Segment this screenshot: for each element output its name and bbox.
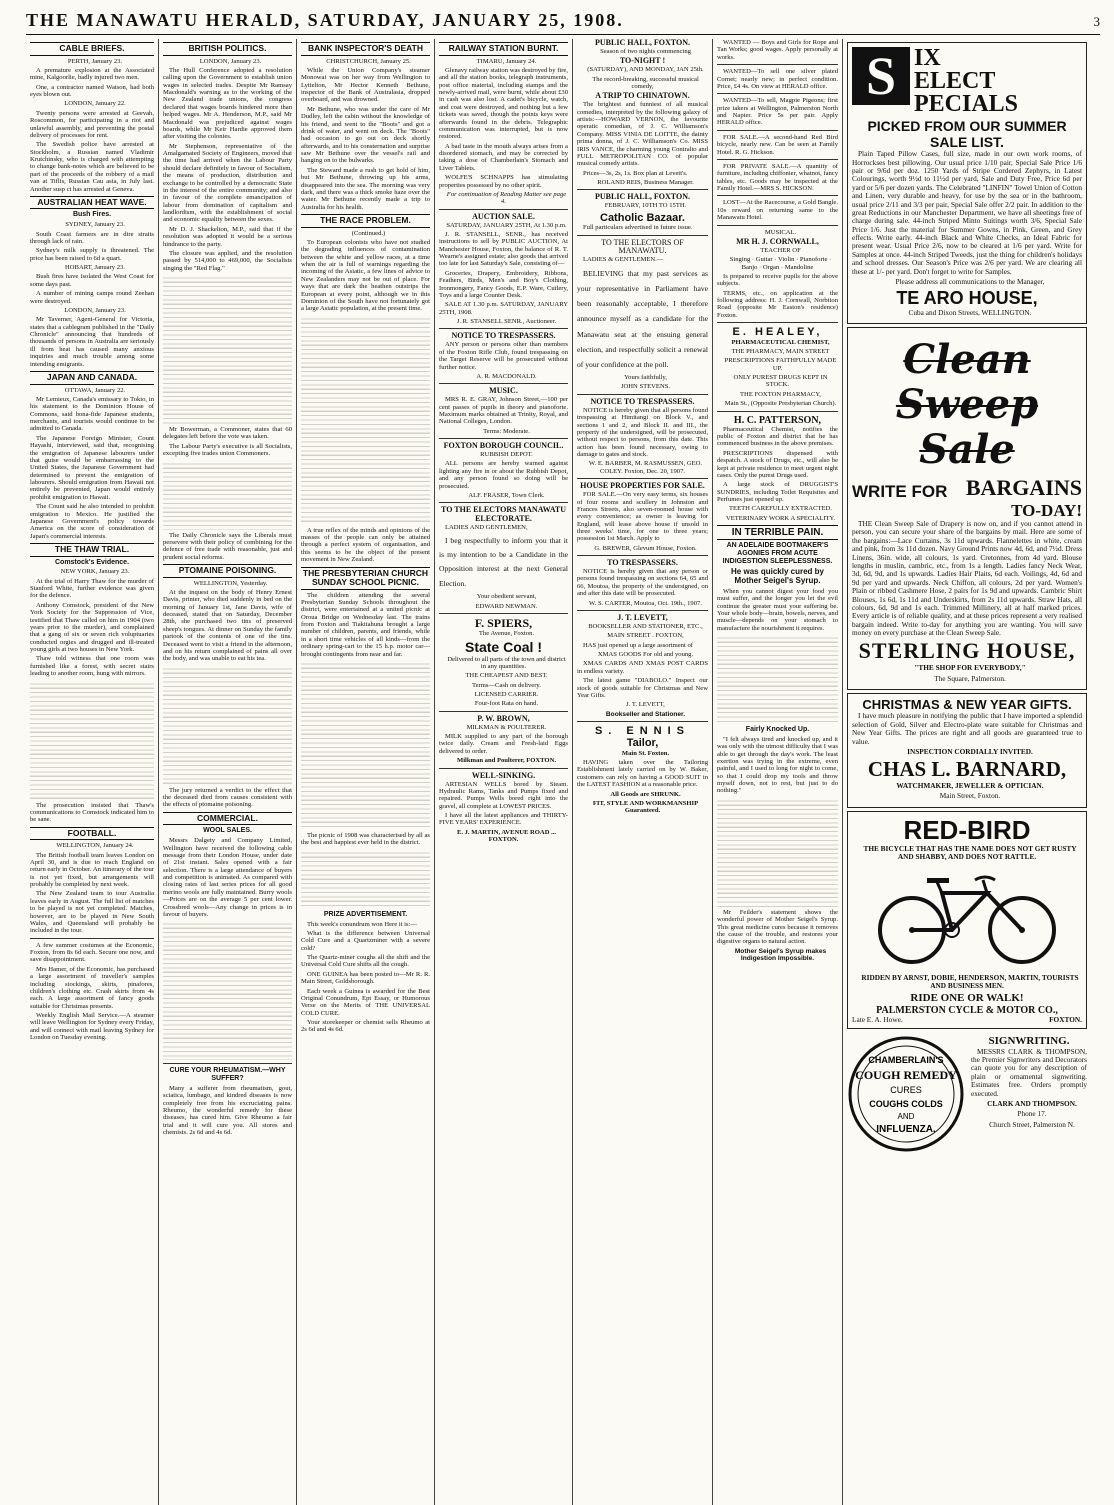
article-paragraph: The picnic of 1908 was characterised by all as the best and happiest ever held in the district. bbox=[301, 831, 430, 847]
tailor-heading: Tailor, bbox=[626, 737, 659, 750]
ad-signature: W. S. CARTER, Moutoa, Oct. 19th., 1907. bbox=[589, 599, 702, 607]
divider bbox=[717, 64, 838, 65]
article-paragraph: Weekly English Mail Service.—A steamer will leave Wellington for Sydney every Friday, and will connect with mail leaving Sydney for London on Tuesday evening. bbox=[30, 1012, 154, 1042]
divider bbox=[717, 93, 838, 94]
continued-text-block bbox=[30, 680, 154, 800]
ad-paragraph: When you cannot digest your food you must suffer, and the longer you let the evil continue the greater must your suffering be. Your whole body—brain, bowels, nerves, and muscle—depends on your stomach to manufacture the nourishment it requires. bbox=[717, 587, 838, 632]
ad-signature: EDWARD NEWMAN. bbox=[475, 602, 538, 610]
ad-paragraph: PRESCRIPTIONS dispensed with despatch. A stock of Drugs, etc., will also be kept at private residence to meet urgent night cases. Only the purest Drugs used. bbox=[717, 449, 838, 479]
ad-paragraph: Is prepared to receive pupils for the above subjects. bbox=[717, 272, 838, 288]
article-paragraph: Mr Taverner, Agent-General for Victoria, states that a cablegram published in the "Daily Chronicle" announcing that hundreds of thousands of persons in Australia are seriously ill from heat has caused many anxious inquiries and much trouble among some intending emigrants. bbox=[30, 316, 154, 368]
article-paragraph: What is the difference between Universal Cold Cure and a Quartzminer with a severe cold? bbox=[301, 929, 430, 952]
ad-paragraph: ALL persons are hereby warned against lighting any fire in or about the Rubbish Depot, and any person found so doing will be prosecuted. bbox=[439, 460, 568, 490]
ptomaine-heading: PTOMAINE POISONING. bbox=[163, 564, 292, 578]
ennis-heading: S. ENNIS bbox=[594, 725, 691, 738]
ad-paragraph: LADIES AND GENTLEMEN, bbox=[445, 524, 528, 532]
cough-text-3: CURES bbox=[890, 1085, 922, 1096]
dateline: WELLINGTON, Yesterday. bbox=[193, 579, 268, 587]
cough-text-1: CHAMBERLAIN'S bbox=[868, 1055, 944, 1066]
sign-phone: Phone 17. bbox=[1017, 1109, 1047, 1119]
te-aro-address: Cuba and Dixon Streets, WELLINGTON. bbox=[908, 307, 1032, 317]
levett-address: MAIN STREET . FOXTON, bbox=[607, 632, 684, 640]
catholic-bazaar-heading: Catholic Bazaar. bbox=[600, 211, 685, 224]
divider bbox=[577, 235, 708, 236]
musical-heading: MUSICAL. bbox=[764, 228, 797, 236]
article-paragraph: Twenty persons were arrested at Geevah, Roscommon, for participating in a riot and unlawful assembly, and preventing the postal delivery of processes for rent. bbox=[30, 109, 154, 139]
dateline: CHRISTCHURCH, January 25. bbox=[326, 57, 411, 65]
subjects-list: Singing · Guitar · Violin · Pianoforte · Banjo · Organ · Mandoline bbox=[729, 256, 832, 271]
column-3 bbox=[297, 39, 435, 1505]
ad-signature: JOHN STEVENS. bbox=[620, 383, 671, 391]
six-select-specials-ad bbox=[847, 42, 1087, 324]
article-paragraph: The children attending the several Presbyterian Sunday Schools throughout the district, were entertained at a united picnic at Oroua Bridge on Wednesday last. The trains from Foxton and Tiakitahuna brought a large number of children, parents, and friends, while in a short time vehicles of all kinds—from the ordinary spring-cart to the 15 h.p. motor car—brought contingents from near and far. bbox=[301, 591, 430, 658]
page-number: 3 bbox=[1093, 14, 1100, 29]
column-6 bbox=[713, 39, 843, 1505]
cough-remedy-logo bbox=[847, 1035, 965, 1153]
divider bbox=[577, 721, 708, 722]
ride-one-line: RIDE ONE OR WALK! bbox=[910, 992, 1024, 1005]
classified-ad: FOR SALE.—A second-hand Red Bird bicycle, nearly new. Can be seen at Family Hotel. R. G. Hickson. bbox=[717, 133, 838, 156]
ad-paragraph: THE Clean Sweep Sale of Drapery is now on, and if you cannot attend in person, you can secure your share of the bargains by mail. Here are some of the bargains:—Lace Curtains, 3s 11d upwards. Flannelettes in white, cream and pink, from 3s 11d dozen. Navy Ground Prints now 4d, 6d, and 7½d. Dress Linens, 36in. wide, all colours, 1s yard. Cretonnes, from 4d yard. Blouse lengths in muslin, cambric, etc., from 1s a length. Ladies fancy Neck Wear, 3d, 6d, 9d, and 1s upwards. Ladies Hair Plaits, 6d each. Voilings, 4d, 6d and 9d per yard and upwards. Neck Chiffon, all colours, 2d per yard. Women's Plain or ribbed Cashmere Hose, 2 pairs for 1s 9d and upwards. Cambric Shirt Blouses, 1s 6d, 1s 11d and Underskirts, from 2s 11d upwards. Straw Hats, all colours, 6d, 9d and 1s each. Trimmed Millinery, all at half marked prices. Every article is of reliable quality, and at these prices represent a very realised bargain indeed. Write to-day for anything you are wanting. You will save money on every purchase at the Clean Sweep Sale. bbox=[852, 519, 1082, 638]
barnard-address: Main Street, Foxton. bbox=[939, 791, 1001, 801]
bank-inspector-heading: BANK INSPECTOR'S DEATH bbox=[301, 42, 430, 56]
sterling-tagline: "THE SHOP FOR EVERYBODY," bbox=[914, 663, 1026, 673]
palmerston-cycle-heading: PALMERSTON CYCLE & MOTOR CO., bbox=[876, 1004, 1058, 1016]
article-paragraph: The Japanese Foreign Minister, Count Hayashi, interviewed, said that, recognising the emigration of Japanese labourers under that guise would be embarrassing to the United States, the Japanese Government had determined to prevent the emigration of labourers. Should emigration from Hawaii not entirely be prevented, Japan would entirely prohibit emigration to Hawaii. bbox=[30, 434, 154, 501]
divider bbox=[163, 1063, 292, 1064]
continued-note: (Continued.) bbox=[351, 229, 386, 237]
ad-paragraph: Prices—3s, 2s, 1s. Box plan at Levett's. bbox=[583, 169, 688, 177]
divider bbox=[577, 189, 708, 190]
football-heading: FOOTBALL. bbox=[30, 827, 154, 841]
spiers-heading: F. SPIERS, bbox=[474, 616, 533, 631]
ad-paragraph: Full particulars advertised in future issue. bbox=[583, 224, 693, 232]
rheumo-heading: CURE YOUR RHEUMATISM.—WHY SUFFER? bbox=[169, 1067, 286, 1083]
divider bbox=[439, 438, 568, 439]
healey-subheading: PHARMACEUTICAL CHEMIST, bbox=[731, 338, 830, 346]
te-aro-house-heading: TE ARO HOUSE, bbox=[896, 288, 1038, 309]
ad-paragraph: The latest game "DIABOLO." Inspect our stock of goods suitable for Christmas and New Year Gifts. bbox=[577, 677, 708, 699]
teacher-of: TEACHER OF bbox=[760, 246, 801, 254]
article-paragraph: One, a contractor named Watson, had both eyes blown out. bbox=[30, 83, 154, 99]
ad-paragraph: The record-breaking, successful musical comedy, bbox=[592, 75, 699, 91]
dateline: TIMARU, January 24. bbox=[476, 57, 537, 65]
article-paragraph: The British football team leaves London on April 30, and is due to reach England on return early in October. An itinerary of the tour is not yet fixed, but arrangements will probably be completed by next week. bbox=[30, 851, 154, 889]
initial-s-logo: S bbox=[852, 47, 910, 105]
dateline: LONDON, January 23. bbox=[64, 306, 126, 314]
article-paragraph: The Daily Chronicle says the Liberals must persevere with their policy of combining for the defence of free trade with reasonable, just and prudent social reforms. bbox=[163, 531, 292, 561]
bicycle-icon bbox=[867, 868, 1067, 968]
article-paragraph: WOLFE'S SCHNAPPS has stimulating properties possessed by no other spirit. bbox=[439, 174, 568, 189]
barnard-heading: CHAS L. BARNARD, bbox=[867, 757, 1067, 782]
continued-text-block bbox=[301, 849, 430, 909]
ad-paragraph: Main St., (Opposite Presbyterian Church). bbox=[724, 400, 837, 408]
ad-paragraph: A large stock of DRUGGIST'S SUNDRIES, including Toilet Requisites and Perfumes just opened up. bbox=[717, 481, 838, 504]
article-paragraph: The Labour Party's executive is all Socialists, excepting five trades union Commoners. bbox=[163, 442, 292, 458]
article-paragraph: The Hull Conference adopted a resolution calling upon the Government to establish union wages in selected trades. Despite Mr Ramsay Macdonald's warning as to the working of the New Zealand trade unions, the congress declared that wages boards hindered more than helped wages. Mr A. Henderson, M.P., said Mr Macdonald was prejudiced against wages boards, while Mr Keir Hardie approved them after visiting the colonies. bbox=[163, 66, 292, 141]
dateline: HOBART, January 23. bbox=[65, 264, 125, 272]
ad-paragraph: SALE AT 1.30 p.m. SATURDAY, JANUARY 25TH, 1908. bbox=[439, 301, 568, 316]
classified-ad: LOST—At the Racecourse, a Gold Bangle. 10s reward on returning same to the Manawatu Hotel. bbox=[717, 199, 838, 222]
ad-paragraph: Delivered to all parts of the town and district in any quantities. bbox=[447, 655, 566, 670]
six-word: IX bbox=[914, 45, 941, 71]
cough-text-6: INFLUENZA. bbox=[876, 1124, 936, 1136]
cough-text-5: AND bbox=[897, 1112, 915, 1122]
levett-subheading: BOOKSELLER AND STATIONER, ETC., bbox=[588, 622, 703, 630]
article-paragraph: Mr D. J. Shackelton, M.P., said that if the resolution was adopted it would be a serious hindrance to the party. bbox=[163, 225, 292, 248]
clean-sweep-logo: Clean Sweep Sale bbox=[895, 335, 1039, 473]
music-heading: MUSIC. bbox=[489, 386, 518, 396]
ad-paragraph: I beg respectfully to inform you that it is my intention to be a Candidate in the Opposition interest at the next General Election. bbox=[439, 535, 568, 588]
ad-paragraph: XMAS CARDS AND XMAS POST CARDS in endless variety. bbox=[577, 660, 708, 675]
article-paragraph: Thaw told witness that one room was furnished like a forest, with secret stairs leading to another room, hung with mirrors. bbox=[30, 655, 154, 678]
article-paragraph: The Steward made a rush to get hold of him, but Mr Bethune, throwing up his arms, disappeared into the sea. The morning was very dark, and there was a thick smoke haze over the water. Mr Bethune recently made a trip to Australia for his health. bbox=[301, 166, 430, 211]
continued-text-block bbox=[163, 274, 292, 424]
article-paragraph: Each week a Guinea is awarded for the Best Original Conundrum, Ept Essay, or Humorous Verse on the Merits of THE UNIVERSAL COLD CURE. bbox=[301, 987, 430, 1017]
divider bbox=[30, 938, 154, 939]
trespass-heading: NOTICE TO TRESPASSERS. bbox=[590, 396, 695, 406]
divider bbox=[577, 394, 708, 395]
ad-signature: ALF. FRASER, Town Clerk. bbox=[468, 491, 545, 499]
article-paragraph: Many a sufferer from rheumatism, gout, sciatica, lumbago, and kindred diseases is now completely free from his excruciating pains. Rheumo, the wonderful remedy for these diseases, has cured him. Give Rheumo a fair trial and it will cure you. All stores and chemists. 2s 6d and 4s 6d. bbox=[163, 1084, 292, 1137]
red-bird-riders: RIDDEN BY ARNST, DOBIE, HENDERSON, MARTIN, TOURISTS AND BUSINESS MEN. bbox=[861, 972, 1079, 990]
ennis-address: Main St. Foxton. bbox=[621, 749, 670, 757]
ad-paragraph: "I felt always tired and knocked up, and it was only with the utmost difficulty that I was able to get through the day's work. The least exertion was trying in the extreme, even painful, and I used to long for night to come, so that I could drop my tools and throw myself down, not to rest, but just to do nothing." bbox=[717, 735, 838, 795]
trespass-heading: NOTICE TO TRESPASSERS. bbox=[451, 331, 556, 341]
article-paragraph: While the Union Company's steamer Monowai was on her way from Wellington to Lyttelton, Mr Hector Kenneth Bethune, inspector of the Bank of Australasia, dropped overboard, and was drowned. bbox=[301, 66, 430, 104]
divider bbox=[717, 130, 838, 131]
ad-paragraph: Season of two nights commencing bbox=[600, 47, 691, 55]
dateline: SYDNEY, January 23. bbox=[65, 221, 125, 229]
ad-paragraph: VETERINARY WORK A SPECIALITY. bbox=[725, 514, 836, 522]
article-paragraph: Messrs Dalgety and Company Limited, Wellington have received the following cable message from their London House, under date of 21st instant. Sales opened with a fair selection. There is a large attendance of buyers and competition is animated. As compared with closing rates of last series prices for all good merino wools are fully maintained. Burry wools—Prices are on the average 5 per cent lower. Crossbred wools—Any change in prices is in favour of buyers. bbox=[163, 837, 292, 918]
divider bbox=[439, 209, 568, 210]
classified-ad: WANTED—To sell one silver plated Cornet; nearly new; in perfect condition. Price, £4 4s. On view at HERALD office. bbox=[717, 68, 838, 90]
continued-text-block bbox=[301, 315, 430, 525]
article-paragraph: A true reflex of the minds and opinions of the masses of the people can only be attained through a perfect system of organisation, and this seems to be the object of the present movement in New Zealand. bbox=[301, 526, 430, 564]
ad-paragraph: THE FOXTON PHARMACY, bbox=[740, 390, 821, 398]
article-paragraph: Mr Bethune, who was under the care of Mr Dudley, left the cabin without the knowledge of his friend, and went to the "Boots" and got a drink of water, and went on deck. The "Boots" had occasion to go out on deck shortly afterwards, and to his consternation and surprise saw Mr Bethune over the vessel's rail and hanging on to the bulwarks. bbox=[301, 105, 430, 165]
ad-paragraph: Your obedient servant, bbox=[476, 593, 537, 601]
article-paragraph: The prosecution insisted that Thaw's communications to Comstock indicated him to be sane. bbox=[30, 801, 154, 824]
brown-heading: P. W. BROWN, bbox=[477, 713, 530, 723]
article-paragraph: A number of mining camps round Zeehan were destroyed. bbox=[30, 290, 154, 305]
ad-signature: A. R. MACDONALD. bbox=[476, 372, 537, 380]
rubbish-depot-subheading: RUBBISH DEPOT. bbox=[480, 451, 533, 459]
heat-wave-heading: AUSTRALIAN HEAT WAVE. bbox=[30, 196, 154, 210]
specials-word: PECIALS bbox=[914, 90, 1019, 117]
sterling-address: The Square, Palmerston. bbox=[934, 673, 1006, 683]
clean-sweep-ad bbox=[847, 327, 1087, 690]
red-bird-heading: RED-BIRD bbox=[903, 814, 1031, 845]
british-politics-heading: BRITISH POLITICS. bbox=[163, 42, 292, 56]
ad-signature: W. E. BARBER, M. RASMUSSEN, GEO. COLEY. Foxton, Dec. 20, 1907. bbox=[588, 460, 703, 475]
article-paragraph: At the inquest on the body of Henry Ernest Davis, printer, who died suddenly in bed on the morning of January 1st, Jane Davis, wife of deceased, stated that on Saturday, December 28th, she purchased two tins of preserved sheep's tongues. At dinner on Sunday the family partook of the contents of one of the tins. Deceased went to visit a friend in the afternoon, and on his return complained of pains all over the body, and was unable to eat his tea. bbox=[163, 588, 292, 663]
divider bbox=[717, 159, 838, 160]
ad-paragraph: FIT, STYLE AND WORKMANSHIP Guaranteed. bbox=[592, 799, 699, 815]
masthead bbox=[26, 10, 1100, 35]
levett-heading: J. T. LEVETT, bbox=[617, 612, 668, 622]
ad-paragraph: (SATURDAY), AND MONDAY, JAN 25th. bbox=[587, 66, 704, 74]
article-paragraph: At the trial of Harry Thaw for the murder of Stanford White, further evidence was given for the defence. bbox=[30, 577, 154, 600]
ad-paragraph: BELIEVING that my past services as your representative in Parliament have been reasonably acceptable, I therefore announce myself as a candidate for the Manawatu seat at the ensuing general election, and respectfully solicit a renewal of your confidence at the poll. bbox=[577, 268, 708, 369]
ad-paragraph: Four-foot Rata on hand. bbox=[474, 700, 539, 708]
ad-paragraph: FOR SALE.—On very easy terms, six houses of four rooms and scullery in Johnston and Frances Streets, also seven-roomed house with every convenience; as owner is leaving for England, will lease above house if unsold in three weeks' time, for one to three years; possession 1st March. Apply to bbox=[577, 491, 708, 543]
column-4 bbox=[435, 39, 573, 1505]
divider bbox=[439, 768, 568, 769]
ad-paragraph: LICENSED CARRIER. bbox=[474, 691, 539, 699]
columns bbox=[26, 39, 1100, 1505]
ad-paragraph: Pharmaceutical Chemist, notifies the public of Foxton and district that he has commenced business in the above premises. bbox=[717, 425, 838, 448]
continued-text-block bbox=[163, 920, 292, 1060]
ad-signature: J. R. STANSELL SENR., Auctioneer. bbox=[456, 318, 557, 326]
tonight-heading: TO-NIGHT ! bbox=[619, 56, 666, 66]
article-paragraph: Sydney's milk supply is threatened. The price has been raised to 6d a quart. bbox=[30, 247, 154, 262]
article-paragraph: The Quartz-miner coughs all the shift and the Universal Cold Cure shifts all the cough. bbox=[301, 954, 430, 969]
classified-ad: FOR PRIVATE SALE.—A quantity of furniture, including chiffonier, whatnot, fancy tables, etc. Goods may be inspected at the Family Hotel.—MRS S. HICKSON. bbox=[717, 162, 839, 192]
state-coal-heading: State Coal ! bbox=[464, 638, 542, 655]
ad-paragraph: Mr Feilder's statement shows the wonderful power of Mother Seigel's Syrup. This great medicine cures because it removes the cause of the trouble, and restores your digestive organs to natural action. bbox=[717, 908, 838, 946]
sterling-house-heading: STERLING HOUSE, bbox=[858, 638, 1076, 664]
sign-firm: CLARK AND THOMPSON. bbox=[987, 1098, 1077, 1108]
red-bird-ad bbox=[847, 811, 1087, 1030]
article-paragraph: The Swedish police have arrested at Stockholm, a Russian named Vladimir Krutchinsky, who is charged with attempting to change bank-notes which are believed to be part of the proceeds of the robbery of a mail van at Tiflis, Russian Cau asia, in July last. Another susp ct has arrested at Geneva. bbox=[30, 141, 154, 193]
column-2 bbox=[159, 39, 297, 1505]
bargains-heading: BARGAINS bbox=[965, 475, 1082, 501]
column-1 bbox=[26, 39, 159, 1505]
comstock-subheading: Comstock's Evidence. bbox=[54, 558, 130, 566]
divider bbox=[577, 610, 708, 611]
picked-heading: PICKED FROM OUR SUMMER SALE LIST. bbox=[867, 118, 1067, 150]
house-properties-heading: HOUSE PROPERTIES FOR SALE. bbox=[580, 481, 705, 491]
dateline: LONDON, January 22. bbox=[64, 100, 126, 108]
article-paragraph: Bush fires have isolated the West Coast for some days past. bbox=[30, 273, 154, 288]
ad-paragraph: MESSRS CLARK & THOMPSON, the Premier Signwriters and Decorators can quote you for any description of plain or ornamental signwriting. Estimates free. Orders promptly executed. bbox=[971, 1046, 1087, 1098]
continued-text-block bbox=[163, 460, 292, 530]
public-hall-heading: PUBLIC HALL, FOXTON. bbox=[595, 39, 690, 47]
picnic-heading: THE PRESBYTERIAN CHURCH SUNDAY SCHOOL PICNIC. bbox=[301, 567, 430, 590]
ad-paragraph: Milkman and Poulterer, FOXTON. bbox=[457, 757, 556, 765]
bottom-ads-row bbox=[847, 1035, 1087, 1153]
prize-advertisement-heading: PRIZE ADVERTISEMENT. bbox=[323, 910, 408, 918]
masthead-title: THE MANAWATU HERALD, SATURDAY, JANUARY 25, 1908. bbox=[26, 10, 624, 30]
ad-paragraph: TEETH CAREFULLY EXTRACTED. bbox=[729, 505, 832, 513]
continued-text-block bbox=[717, 797, 838, 907]
classified-ad: WANTED — Boys and Girls for Rope and Tan Works; good wages. Apply personally at works. bbox=[717, 39, 838, 61]
divider bbox=[717, 195, 838, 196]
divider bbox=[717, 322, 838, 323]
ad-paragraph: J. R. STANSELL, SENR., has received instructions to sell by PUBLIC AUCTION, At Manchester House, Foxton, the balance of R. T. Wearne's assigned estate; also goods that arrived too late for last Saturday's Sale, consisting of— bbox=[439, 230, 568, 268]
commercial-heading: COMMERCIAL. bbox=[163, 812, 292, 826]
signwriting-heading: SIGNWRITING. bbox=[988, 1035, 1070, 1048]
ad-paragraph: NOTICE is hereby given that any person or persons found trespassing on sections 64, 65 and 66, Moutoa, the property of the undersigned, on and after this date will be prosecuted. bbox=[577, 568, 708, 598]
continued-text-block bbox=[717, 634, 838, 724]
ad-paragraph: HAVING taken over the Tailoring Establishment lately carried on by W. Baker, customers can rely on having a GOOD SUIT in the LATEST FASHION at a reasonable price. bbox=[577, 759, 708, 789]
seigel-tagline: Mother Seigel's Syrup makes Indigestion Impossible. bbox=[734, 947, 827, 963]
article-paragraph: Mr Stephenson, representative of the Amalgamated Society of Engineers, moved that the time had arrived when the Labour Party should declare definitely in favour of Socialism, the means of production, distribution and exchange to be controlled by a democratic State in the interest of the entire community; and also in favour of the complete emancipation of labour from domination of capitalism and landlordism, with the establishment of social and economic equality between the sexes. bbox=[163, 142, 292, 224]
auction-date: SATURDAY, JANUARY 25TH, At 1.30 p.m. bbox=[446, 221, 567, 229]
ad-paragraph: Yours faithfully, bbox=[624, 374, 667, 382]
article-paragraph: The New Zealand team to tour Australia leaves early in August. The full list of matches to be played is not yet completed. Matches, however, are to be played in New South Wales, and Queensland will probably be included in the tour. bbox=[30, 890, 154, 935]
levett-tagline: Bookseller and Stationer. bbox=[605, 710, 686, 718]
dateline: PERTH, January 23. bbox=[67, 57, 123, 65]
divider bbox=[717, 225, 838, 226]
ad-paragraph: XMAS GOODS For old and young. bbox=[597, 651, 694, 659]
article-paragraph: South Coast farmers are in dire straits through lack of rain. bbox=[30, 230, 154, 245]
classified-ad: WANTED—To sell, Magpie Pigeons; first prize takers at Wellington, Palmerston North and Napier. Price 5s per pair. Apply HERALD office. bbox=[717, 97, 838, 127]
dateline: NEW YORK, January 23. bbox=[60, 568, 130, 576]
public-hall-heading: PUBLIC HALL, FOXTON. bbox=[595, 192, 690, 202]
ad-paragraph: MILK supplied to any part of the borough twice daily. Cream and Fresh-laid Eggs delivered to order. bbox=[439, 733, 568, 755]
signwriting-ad bbox=[971, 1035, 1087, 1153]
divider bbox=[439, 383, 568, 384]
ad-paragraph: THE CHEAPEST AND BEST. bbox=[465, 672, 548, 680]
ad-paragraph: I have all the latest appliances and THIRTY-FIVE YEARS' EXPERIENCE. bbox=[439, 812, 568, 827]
divider bbox=[717, 411, 838, 412]
ad-paragraph: LADIES & GENTLEMEN.— bbox=[583, 256, 664, 264]
cough-text-2: COUGH REMEDY bbox=[855, 1068, 957, 1083]
thaw-trial-heading: THE THAW TRIAL. bbox=[30, 543, 154, 557]
article-paragraph: Mr Lemieux, Canada's emissary to Tokio, in his statement to the Dominion House of Commons, said bona-fide Japanese students, merchants, and tourists would continue to be admitted to Canada. bbox=[30, 395, 154, 433]
write-for-heading: WRITE FOR bbox=[852, 481, 948, 501]
spiers-address: The Avenue, Foxton. bbox=[478, 630, 535, 638]
ad-paragraph: HAS just opened up a large assortment of bbox=[583, 641, 693, 649]
article-paragraph: A premature explosion at the Associated mine, Kalgoorlie, badly injured two men. bbox=[30, 66, 154, 82]
article-paragraph: Your storekeeper or chemist sells Rheumo at 2s 6d and 4s 6d. bbox=[301, 1019, 430, 1034]
ad-paragraph: FEBRUARY, 10TH TO 15TH. bbox=[604, 202, 687, 210]
japan-canada-heading: JAPAN AND CANADA. bbox=[30, 371, 154, 385]
borough-council-heading: FOXTON BOROUGH COUNCIL. bbox=[443, 441, 564, 451]
dateline: OTTAWA, January 22. bbox=[64, 386, 126, 394]
divider bbox=[439, 328, 568, 329]
show-title: A TRIP TO CHINATOWN. bbox=[595, 91, 690, 101]
article-paragraph: A bad taste in the mouth always arises from a disordered stomach, and may be corrected by taking a dose of Chamberlain's Stomach and Liver Tablets. bbox=[439, 142, 568, 172]
divider bbox=[577, 478, 708, 479]
article-paragraph: The closure was applied, and the resolution passed by 514,000 to 469,000, the Socialists singing the "Red Flag." bbox=[163, 249, 292, 272]
continuation-note: For continuation of Reading Matter see page 4. bbox=[446, 190, 567, 206]
ad-paragraph: TERMS, etc., on application at the following address: H. J. Cornwall, Norbiton Road (opposite Mr Easton's residence) Foxton. bbox=[717, 289, 838, 319]
patterson-heading: H. C. PATTERSON, bbox=[733, 414, 822, 426]
column-7 bbox=[843, 39, 1091, 1505]
electors-heading: TO THE ELECTORS MANAWATU ELECTORATE. bbox=[441, 505, 566, 524]
red-bird-tagline: THE BICYCLE THAT HAS THE NAME DOES NOT GET RUSTY AND SHABBY, AND DOES NOT RATTLE. bbox=[863, 843, 1077, 862]
cough-text-4: COUGHS COLDS bbox=[869, 1099, 943, 1110]
ad-signature: G. BREWER, Glevum House, Foxton. bbox=[594, 544, 697, 552]
article-paragraph: Mrs Hamer, of the Economic, has purchased a large assortment of traveller's samples including stockings, skirts, pinafores, children's clothing etc. Crash skirts from 4s each. A large assortment of fancy goods suitable for Christmas presents. bbox=[30, 965, 154, 1010]
seigel-subheading: He was quickly cured by Mother Seigel's Syrup. bbox=[731, 566, 824, 585]
late-howe: Late E. A. Howe. bbox=[852, 1014, 903, 1024]
race-problem-heading: THE RACE PROBLEM. bbox=[301, 214, 430, 228]
ad-paragraph: The brightest and funniest of all musical comedies, interpreted by the following galaxy of artists:—HOWARD VERNON, the favourite operatic comedian, of J. C. Williamson's Company. MISS VINIA DE LOITTE, the dainty prima donna, of J. C. Williamson's Co. MISS IRIS VANCE, the charming young Contralto and FULL METROPOLITAN CO. of popular musical comedy artists. bbox=[577, 101, 708, 168]
foxton-label: FOXTON. bbox=[1049, 1014, 1082, 1024]
article-paragraph: ONE GUINEA has been posted to—Mr R. R. Main Street, Goldsborough. bbox=[301, 970, 430, 986]
healey-heading: E. HEALEY, bbox=[732, 326, 823, 339]
ad-paragraph: Terms—Cash on delivery. bbox=[472, 681, 541, 689]
dateline: WELLINGTON, January 24. bbox=[56, 842, 134, 850]
article-paragraph: Glenavy railway station was destroyed by fire, and all the station books, telegraph instruments, post office material, including stamps and the newly-arrived mail, were burnt, while about £30 in cash was also lost. A cadet's bicycle, watch, and coat were destroyed, and nothing but a few tickets was saved, though the points keys were afterwards found in the debris. Telegraphic communication was interrupted, but is now restored. bbox=[439, 66, 568, 141]
sign-address: Church Street, Palmerston N. bbox=[989, 1119, 1075, 1129]
electors-heading: TO THE ELECTORS OF MANAWATU. bbox=[601, 237, 684, 256]
continued-text-block bbox=[301, 660, 430, 830]
select-word: ELECT bbox=[914, 67, 996, 94]
xmas-heading: CHRISTMAS & NEW YEAR GIFTS. bbox=[862, 696, 1072, 712]
ad-paragraph: ANY person or persons other than members of the Foxton Rifle Club, found trespassing on the Target Reserve will be prosecuted without further notice. bbox=[439, 341, 568, 371]
divider bbox=[577, 555, 708, 556]
inspection-line: INSPECTION CORDIALLY INVITED. bbox=[907, 747, 1033, 756]
cornwall-heading: MR H. J. CORNWALL, bbox=[736, 236, 819, 246]
ad-paragraph: I have much pleasure in notifying the public that I have imported a splendid selection of Gold, Silver and Electro-plate ware suitable for Christmas and New Year Gifts. The prices are right and all goods are guaranteed true to value. bbox=[852, 711, 1082, 746]
ad-paragraph: ONLY PUREST DRUGS KEPT IN STOCK. bbox=[733, 374, 828, 389]
ad-paragraph: Plain Taped Pillow Cases, full size, made in our own work rooms, of Horrockses best pillowing. Our usual price 1/10 pair, Special Sale Price 1/6 pair or 9/6d per doz. 1250 Yards of Stripe Cordered Zephyrs, in Latest Colourings, worth 9½d to 11½d per yard, Sale and Duty Free, Price 6d per yard or 5/6 per dozen yards. The Celebrated "LINFIN" Towel Union of Cotton and Linen, very durable and heavy, for use by the sea or in the bathroom, usual price 2/11 and 3/3 per pair, Special Sale offer 2/2 pair. In addition to the great Reductions in our Manchester Department, we have all sheetings free of charge during sale. 44-inch Striped Minto Suitings worth 3/6, Special Sale Price 1/6. Just the material for Summer Gowns, in Pink, Green, and Grey effects. Write early. 44-inch Black and White Checks, an Ideal Fabric for present wear. Usual Price 2/6, now to be cleared at 1/6 per yard. Write for Samples at once. 44-inch Striped Tweeds, just the thing for children's holidays and school dresses. Our Season's Price was 2/6 per yard. We are clearing all these at 1/- per yard. Don't forget to write for Samples. bbox=[852, 149, 1082, 276]
ad-signature: J. T. LEVETT, bbox=[626, 701, 665, 709]
dateline: LONDON, January 23. bbox=[199, 57, 262, 65]
divider bbox=[439, 711, 568, 712]
article-paragraph: Mr Bowerman, a Commoner, states that 60 delegates left before the vote was taken. bbox=[163, 426, 292, 441]
xmas-gifts-ad bbox=[847, 693, 1087, 808]
ad-paragraph: ARTESIAN WELLS bored by Steam. Hydraulic Rams, Tanks and Pumps fixed and repaired. Pumps Wells bored right into the gravel, all complete at LOWEST PRICES. bbox=[439, 780, 568, 810]
article-paragraph: The jury returned a verdict to the effect that the deceased died from causes consistent with the effects of ptomaine poisoning. bbox=[163, 786, 292, 809]
brown-subheading: MILKMAN & POULTERER. bbox=[466, 723, 547, 731]
continued-text-block bbox=[163, 665, 292, 785]
terrible-pain-heading: IN TERRIBLE PAIN. bbox=[717, 525, 838, 540]
cable-briefs-heading: CABLE BRIEFS. bbox=[30, 42, 154, 56]
bootmaker-subheading: AN ADELAIDE BOOTMAKER'S AGONIES FROM ACUTE INDIGESTION SLEEPLESSNESS. bbox=[722, 542, 833, 566]
ad-paragraph: PRESCRIPTIONS FAITHFULLY MADE UP. bbox=[724, 357, 837, 372]
well-sinking-heading: WELL-SINKING. bbox=[471, 770, 536, 780]
article-paragraph: Anthony Comstock, president of the New York Society for the Suppression of Vice, testified that Thaw called on him in 1904 (two years prior to the murder), and complained that a gang of six or seven rich voluptuaries conducted orgies and drugged and ill-treated young girls at two houses in New York. bbox=[30, 601, 154, 654]
ad-paragraph: All Goods are SHRUNK. bbox=[610, 790, 681, 798]
article-paragraph: To European colonists who have not studied the degrading influences of contamination between the white and yellow races, at a time when the air is full of warnings regarding the incoming of the Asiatic, a few lines of advice to New Zealanders may not be out of place. For ways that are dark the heathen outstrips the European at every point, although we in this Dominion of the South have not fortunately got a large Asiatic population, at the present time. bbox=[301, 238, 430, 313]
wool-sales-subheading: WOOL SALES. bbox=[203, 827, 252, 835]
article-paragraph: The Count said he also intended to prohibit emigration to Mexico. He justified the Japanese Government's policy towards America on the score of consideration of Japan's commercial interests. bbox=[30, 503, 154, 540]
ad-signature: E. J. MARTIN, AVENUE ROAD ... FOXTON. bbox=[456, 828, 557, 844]
ad-paragraph: Groceries, Drapery, Embroidery, Ribbons, Feathers, Birds, Men's and Boy's Clothing, Ironmongery, Fancy Goods, E.P. Ware, Cutlery, Toys and a large Counter Desk. bbox=[439, 269, 568, 299]
railway-station-heading: RAILWAY STATION BURNT. bbox=[439, 42, 568, 56]
barnard-subheading: WATCHMAKER, JEWELLER & OPTICIAN. bbox=[896, 780, 1044, 790]
trespass-heading: TO TRESPASSERS. bbox=[607, 558, 678, 568]
knocked-up-subheading: Fairly Knocked Up. bbox=[745, 726, 810, 734]
divider bbox=[439, 502, 568, 503]
auction-heading: AUCTION SALE. bbox=[472, 211, 535, 221]
ad-paragraph: Please address all communications to the Manager, bbox=[895, 277, 1045, 287]
ad-paragraph: NOTICE is hereby given that all persons found trespassing at Himitangi on Block V., and sections 1 and 2, and Block II. and III., the property of the undersigned, will be prosecuted, without respect to persons, from this date. This action has been found necessary, owing to damage to gates and stock. bbox=[577, 406, 708, 459]
ad-paragraph: Terms: Moderate. bbox=[483, 427, 530, 435]
healey-address: THE PHARMACY, MAIN STREET bbox=[731, 347, 830, 355]
today-heading: TO-DAY! bbox=[1011, 500, 1082, 520]
article-paragraph: This week's conundrum won Here it is:— bbox=[307, 920, 417, 928]
column-5 bbox=[573, 39, 713, 1505]
article-paragraph: A few summer costumes at the Economic, Foxton, from 8s 6d each. Secure one now, and save disappointment. bbox=[30, 941, 154, 964]
divider bbox=[439, 613, 568, 614]
ad-signature: ROLAND REIS, Business Manager. bbox=[597, 179, 694, 187]
ad-paragraph: MRS R. E. GRAY, Johnson Street,—100 per cent passes of pupils in theory and pianoforte. Maximum marks obtained at Trinity, Royal, and National Colleges, London. bbox=[439, 396, 568, 426]
bush-fires-subheading: Bush Fires. bbox=[72, 211, 112, 219]
